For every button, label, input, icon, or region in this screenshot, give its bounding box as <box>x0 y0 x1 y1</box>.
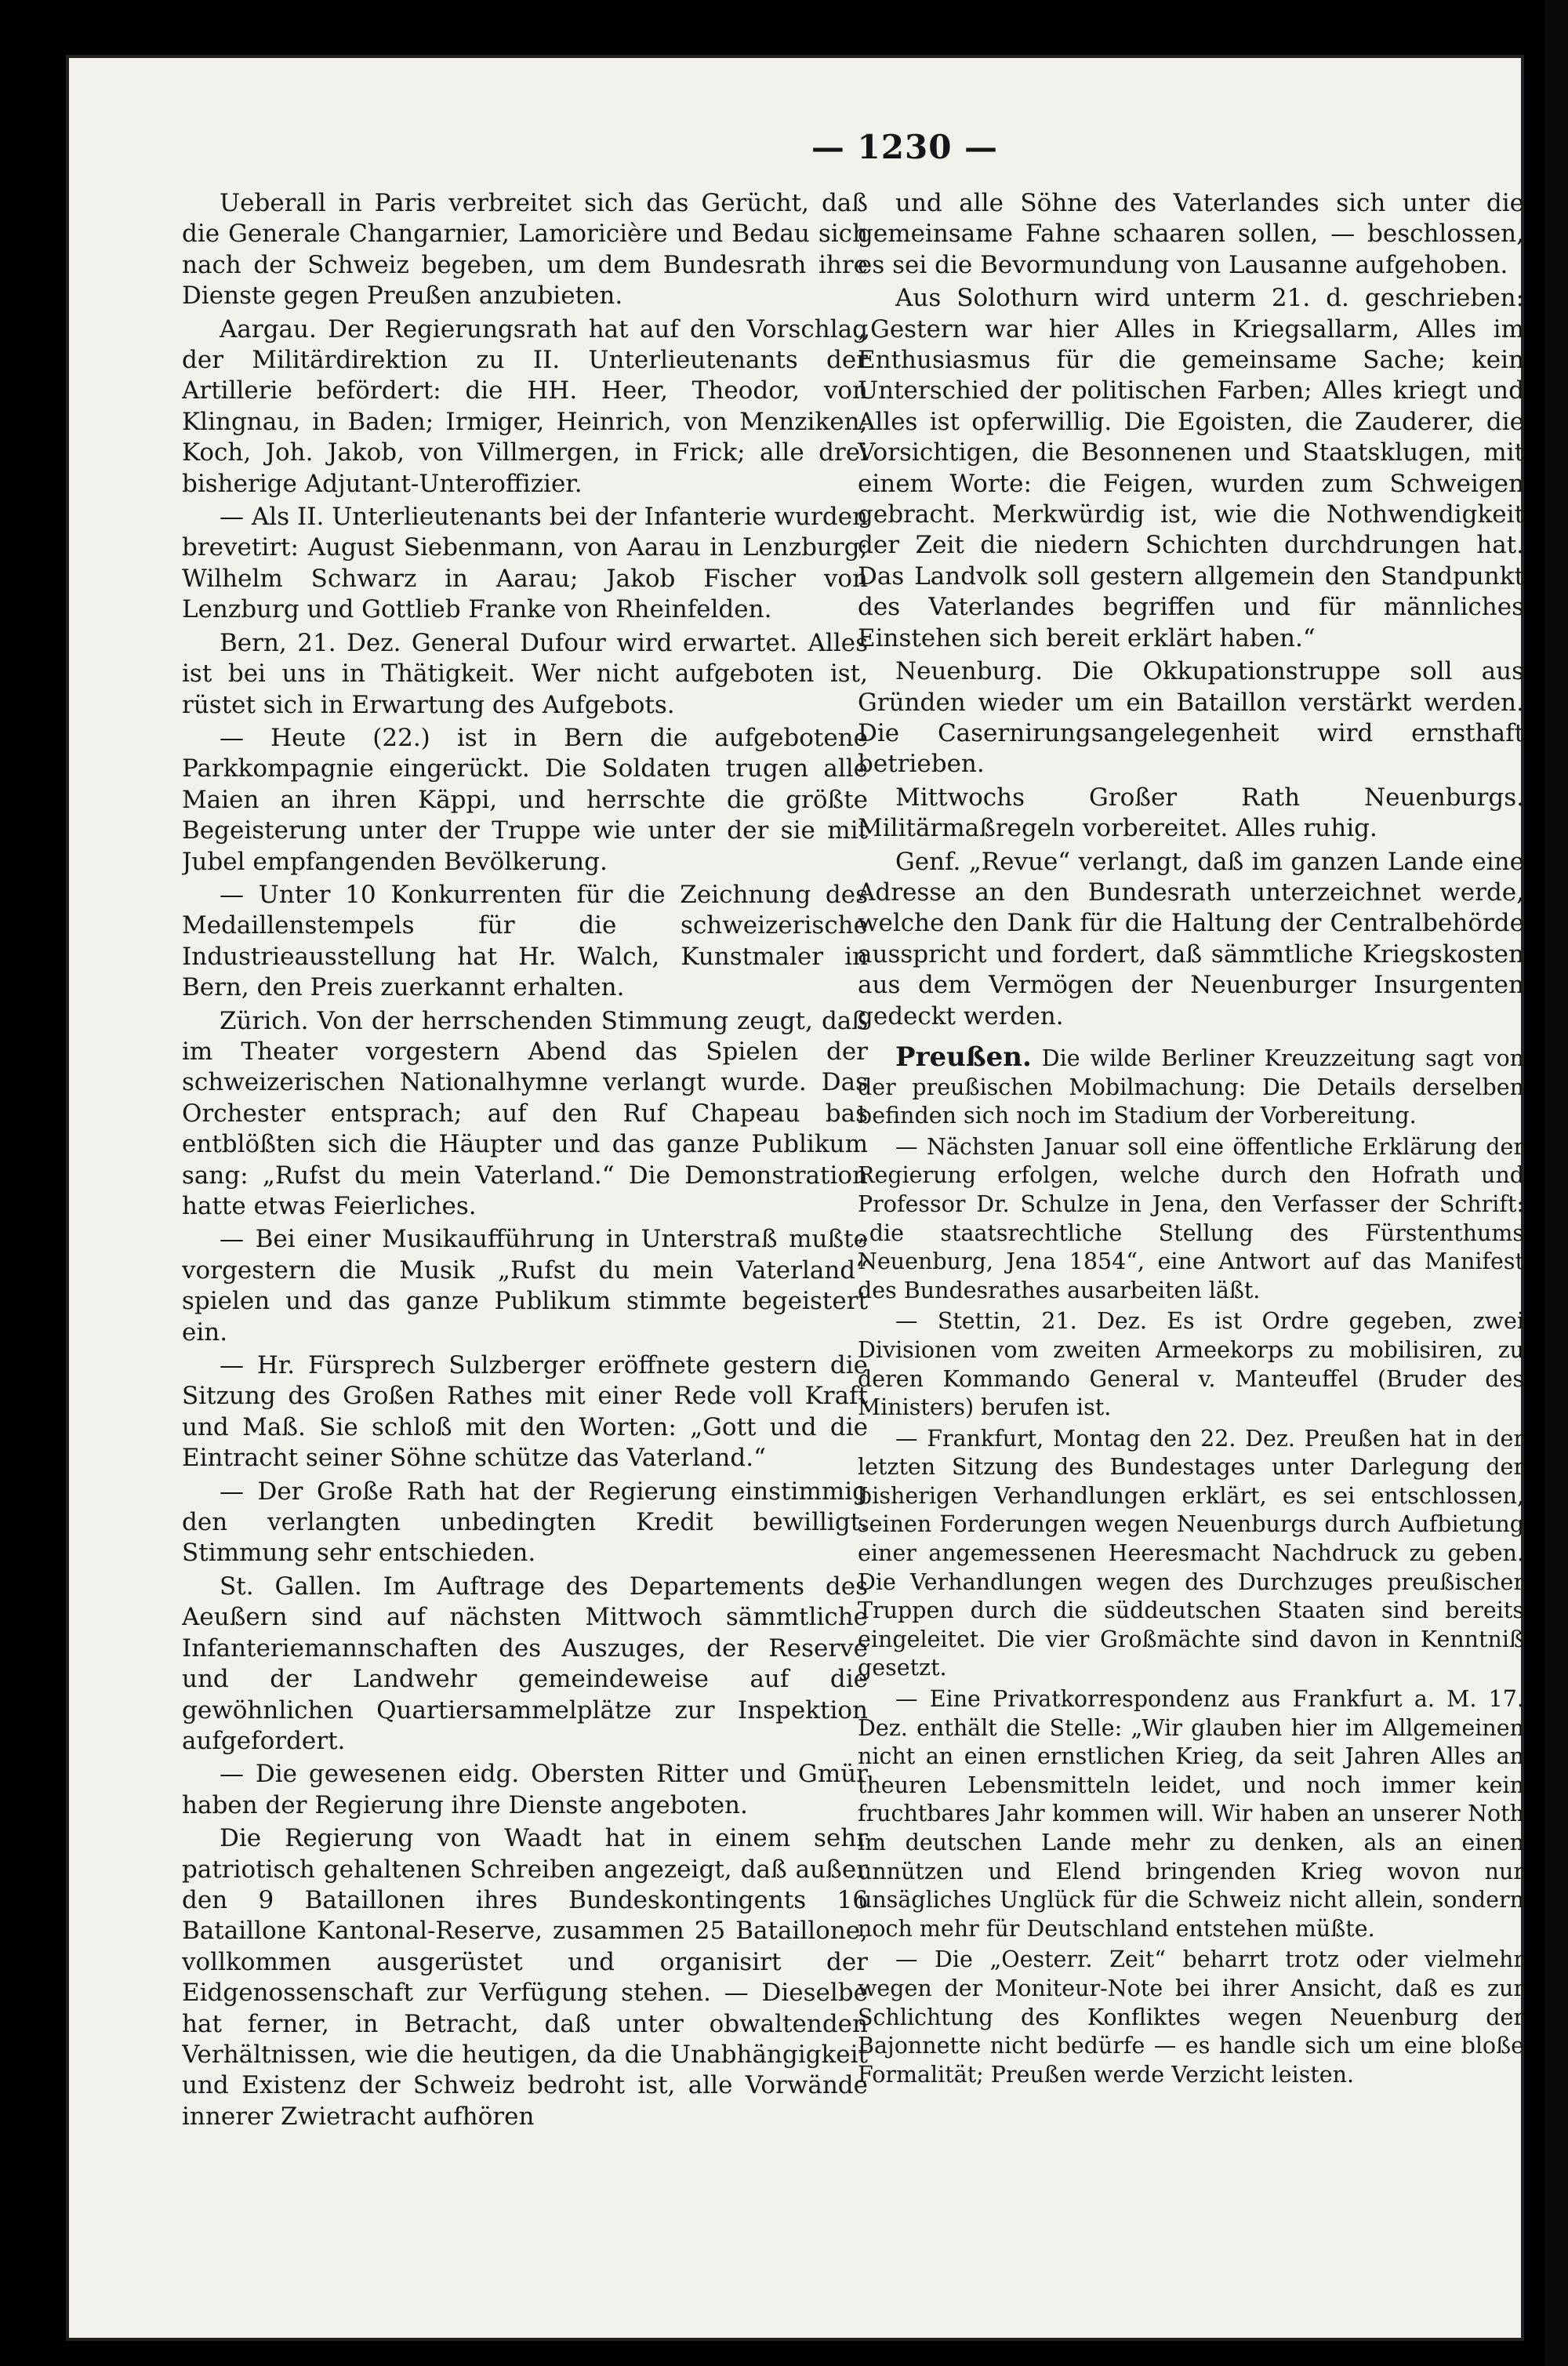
article-paragraph: Aargau. Der Regierungsrath hat auf den Vorschlag der Militärdirektion zu II. Unterlieutenants der Artillerie befördert: die HH. Heer, Theodor, von Klingnau, in Baden; Irmiger, Heinrich, von Menziken; Koch, Joh. Jakob, von Villmergen, in Frick; alle drei bisherige Adjutant-Unteroffizier. <box>182 314 868 498</box>
film-edge <box>1544 0 1568 2366</box>
section-heading-prussia: Preußen. <box>895 1041 1032 1073</box>
article-paragraph: — Der Große Rath hat der Regierung einstimmig den verlangten unbedingten Kredit bewilligt. Stimmung sehr entschieden. <box>182 1477 868 1568</box>
article-paragraph: — Eine Privatkorrespondenz aus Frankfurt a. M. 17. Dez. enthält die Stelle: „Wir glauben hier im Allgemeinen nicht an einen ernstlichen Krieg, da seit Jahren Alles an theuren Lebensmitteln leidet, und noch immer kein fruchtbares Jahr kommen will. Wir haben an unserer Noth im deutschen Lande mehr zu denken, als an einen unnützen und Elend bringenden Krieg wovon nur unsägliches Unglück für die Schweiz nicht allein, sondern noch mehr für Deutschland entstehen müßte. <box>858 1686 1524 1942</box>
page-number: — 1230 — <box>811 128 999 166</box>
right-column <box>858 188 1524 2259</box>
article-paragraph: — Bei einer Musikaufführung in Unterstraß mußte vorgestern die Musik „Rufst du mein Vaterland“ spielen und das ganze Publikum stimmte begeistert ein. <box>182 1225 868 1347</box>
article-paragraph: Genf. „Revue“ verlangt, daß im ganzen Lande eine Adresse an den Bundesrath unterzeichnet werde, welche den Dank für die Haltung der Centralbehörde ausspricht und fordert, daß sämmtliche Kriegskosten aus dem Vermögen der Neuenburger Insurgenten gedeckt werden. <box>858 847 1524 1030</box>
article-paragraph: — Stettin, 21. Dez. Es ist Ordre gegeben, zwei Divisionen vom zweiten Armeekorps zu mobilisiren, zu deren Kommando General v. Manteuffel (Bruder des Ministers) berufen ist. <box>858 1308 1524 1421</box>
prussia-section-lead <box>858 1043 1524 1131</box>
article-paragraph: Neuenburg. Die Okkupationstruppe soll aus Gründen wieder um ein Bataillon verstärkt werden. Die Casernirungsangelegenheit wird ernsthaft betrieben. <box>858 657 1524 779</box>
article-paragraph: Die wilde Berliner Kreuzzeitung sagt von der preußischen Mobilmachung: Die Details derselben befinden sich noch im Stadium der Vorbereitung. <box>858 1045 1524 1129</box>
article-paragraph: — Unter 10 Konkurrenten für die Zeichnung des Medaillenstempels für die schweizerische Industrieausstellung hat Hr. Walch, Kunstmaler in Bern, den Preis zuerkannt erhalten. <box>182 880 868 1002</box>
article-paragraph: Die Regierung von Waadt hat in einem sehr patriotisch gehaltenen Schreiben angezeigt, daß außer den 9 Bataillonen ihres Bundeskontingents 16 Bataillone Kantonal-Reserve, zusammen 25 Bataillone, vollkommen ausgerüstet und organisirt der Eidgenossenschaft zur Verfügung stehen. — Dieselbe hat ferner, in Betracht, daß unter obwaltenden Verhältnissen, wie die heutigen, da die Unabhängigkeit und Existenz der Schweiz bedroht ist, alle Vorwände innerer Zwietracht aufhören <box>182 1824 868 2131</box>
article-paragraph: — Nächsten Januar soll eine öffentliche Erklärung der Regierung erfolgen, welche durch den Hofrath und Professor Dr. Schulze in Jena, den Verfasser der Schrift: „die staatsrechtliche Stellung des Fürstenthums Neuenburg, Jena 1854“, eine Antwort auf das Manifest des Bundesrathes ausarbeiten läßt. <box>858 1133 1524 1303</box>
article-paragraph: — Heute (22.) ist in Bern die aufgebotene Parkkompagnie eingerückt. Die Soldaten trugen alle Maien an ihren Käppi, und herrschte die größte Begeisterung unter der Truppe wie unter der sie mit Jubel empfangenden Bevölkerung. <box>182 723 868 876</box>
article-paragraph: St. Gallen. Im Auftrage des Departements des Aeußern sind auf nächsten Mittwoch sämmtliche Infanteriemannschaften des Auszuges, der Reserve und der Landwehr gemeindeweise auf die gewöhnlichen Quartiersammelplätze zur Inspektion aufgefordert. <box>182 1572 868 1755</box>
article-paragraph: Mittwochs Großer Rath Neuenburgs. Militärmaßregeln vorbereitet. Alles ruhig. <box>858 783 1524 843</box>
article-paragraph: Zürich. Von der herrschenden Stimmung zeugt, daß im Theater vorgestern Abend das Spielen der schweizerischen Nationalhymne verlangt wurde. Das Orchester entsprach; auf den Ruf Chapeau bas entblößten sich die Häupter und das ganze Publikum sang: „Rufst du mein Vaterland.“ Die Demonstration hatte etwas Feierliches. <box>182 1006 868 1220</box>
left-column <box>182 188 868 2259</box>
swiss-news-continued <box>858 188 1524 1032</box>
article-paragraph: und alle Söhne des Vaterlandes sich unter die gemeinsame Fahne schaaren sollen, — beschlossen, es sei die Bevormundung von Lausanne aufgehoben. <box>858 189 1524 279</box>
article-paragraph: Bern, 21. Dez. General Dufour wird erwartet. Alles ist bei uns in Thätigkeit. Wer nicht aufgeboten ist, rüstet sich in Erwartung des Aufgebots. <box>182 628 868 719</box>
article-paragraph: — Die gewesenen eidg. Obersten Ritter und Gmür haben der Regierung ihre Dienste angeboten. <box>182 1760 868 1819</box>
article-paragraph: — Die „Oesterr. Zeit“ beharrt trotz oder vielmehr wegen der Moniteur-Note bei ihrer Ansicht, daß es zur Schlichtung des Konfliktes wegen Neuenburg der Bajonnette nicht bedürfe — es handle sich um eine bloße Formalität; Preußen werde Verzicht leisten. <box>858 1946 1524 2088</box>
article-paragraph: — Frankfurt, Montag den 22. Dez. Preußen hat in der letzten Sitzung des Bundestages unter Darlegung der bisherigen Verhandlungen erklärt, es sei entschlossen, seinen Forderungen wegen Neuenburgs durch Aufbietung einer angemessenen Heeresmacht Nachdruck zu geben. Die Verhandlungen wegen des Durchzuges preußischer Truppen durch die süddeutschen Staaten sind bereits eingeleitet. Die vier Großmächte sind davon in Kenntniß gesetzt. <box>858 1425 1524 1681</box>
newspaper-page <box>66 55 1524 2341</box>
article-paragraph: — Hr. Fürsprech Sulzberger eröffnete gestern die Sitzung des Großen Rathes mit einer Rede voll Kraft und Maß. Sie schloß mit den Worten: „Gott und die Eintracht seiner Söhne schütze das Vaterland.“ <box>182 1351 868 1473</box>
article-paragraph: Ueberall in Paris verbreitet sich das Gerücht, daß die Generale Changarnier, Lamoricière und Bedau sich nach der Schweiz begeben, um dem Bundesrath ihre Dienste gegen Preußen anzubieten. <box>182 189 868 311</box>
article-paragraph: Aus Solothurn wird unterm 21. d. geschrieben: „Gestern war hier Alles in Kriegsallarm, Alles im Enthusiasmus für die gemeinsame Sache; kein Unterschied der politischen Farben; Alles kriegt und Alles ist opferwillig. Die Egoisten, die Zauderer, die Vorsichtigen, die Besonnenen und Staatsklugen, mit einem Worte: die Feigen, wurden zum Schweigen gebracht. Merkwürdig ist, wie die Nothwendigkeit der Zeit die niedern Schichten durchdrungen hat. Das Landvolk soll gestern allgemein den Standpunkt des Vaterlandes begriffen und für männliches Einstehen sich bereit erklärt haben.“ <box>858 284 1524 652</box>
article-paragraph: — Als II. Unterlieutenants bei der Infanterie wurden brevetirt: August Siebenmann, von Aarau in Lenzburg; Wilhelm Schwarz in Aarau; Jakob Fischer von Lenzburg und Gottlieb Franke von Rheinfelden. <box>182 503 868 624</box>
